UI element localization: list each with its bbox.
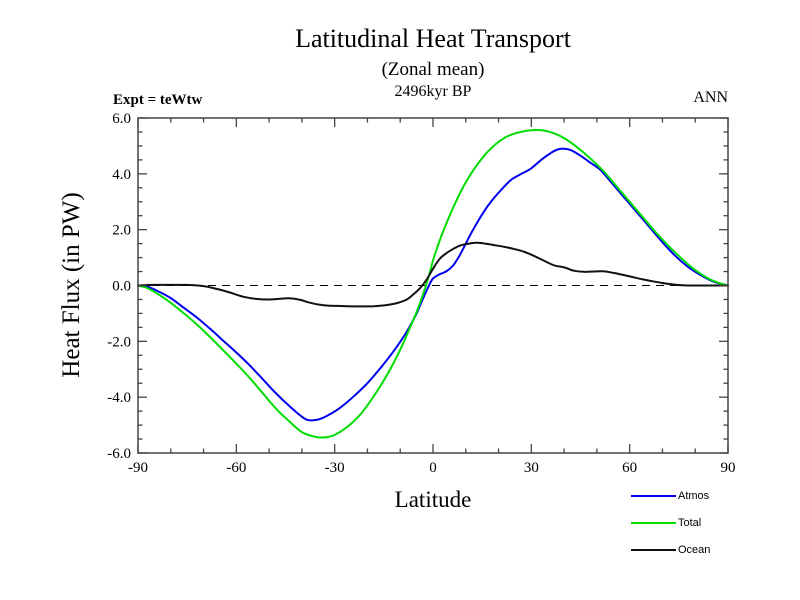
x-axis-title: Latitude: [394, 487, 472, 512]
legend-line-total-icon: [631, 522, 676, 524]
series-line-total: [138, 130, 728, 438]
legend-label-ocean: Ocean: [678, 543, 711, 556]
y-tick-label: -2.0: [107, 334, 131, 351]
x-tick-label: -60: [226, 460, 247, 476]
series-line-atmos: [138, 149, 728, 421]
experiment-label: Expt = teWtw: [113, 92, 203, 108]
chart-subtitle: (Zonal mean): [381, 59, 485, 80]
y-tick-label: 6.0: [112, 111, 131, 127]
legend-item-total: [631, 509, 710, 536]
y-tick-label: -4.0: [107, 390, 131, 407]
legend-item-atmos: [631, 482, 710, 509]
x-tick-label: -30: [324, 460, 345, 476]
y-axis-title: Heat Flux (in PW): [58, 192, 85, 378]
series-line-ocean: [138, 243, 728, 307]
date-annotation: 2496kyr BP: [394, 83, 472, 100]
x-tick-label: 60: [622, 460, 638, 476]
x-tick-label: 90: [720, 460, 736, 476]
legend-label-total: Total: [678, 516, 702, 529]
y-tick-label: -6.0: [107, 446, 131, 462]
y-tick-label: 4.0: [112, 166, 131, 183]
x-tick-label: -90: [128, 460, 148, 476]
legend: [631, 482, 710, 563]
x-tick-label: 30: [523, 460, 539, 476]
legend-line-atmos-icon: [631, 495, 676, 497]
chart-title: Latitudinal Heat Transport: [295, 24, 571, 53]
legend-item-ocean: [631, 536, 710, 563]
x-tick-label: 0: [429, 460, 437, 476]
season-label: ANN: [693, 89, 728, 106]
y-tick-label: 0.0: [112, 278, 131, 295]
axis-tick-labels: [107, 111, 735, 476]
legend-label-atmos: Atmos: [678, 489, 710, 502]
legend-line-ocean-icon: [631, 549, 676, 551]
y-tick-label: 2.0: [112, 222, 131, 239]
